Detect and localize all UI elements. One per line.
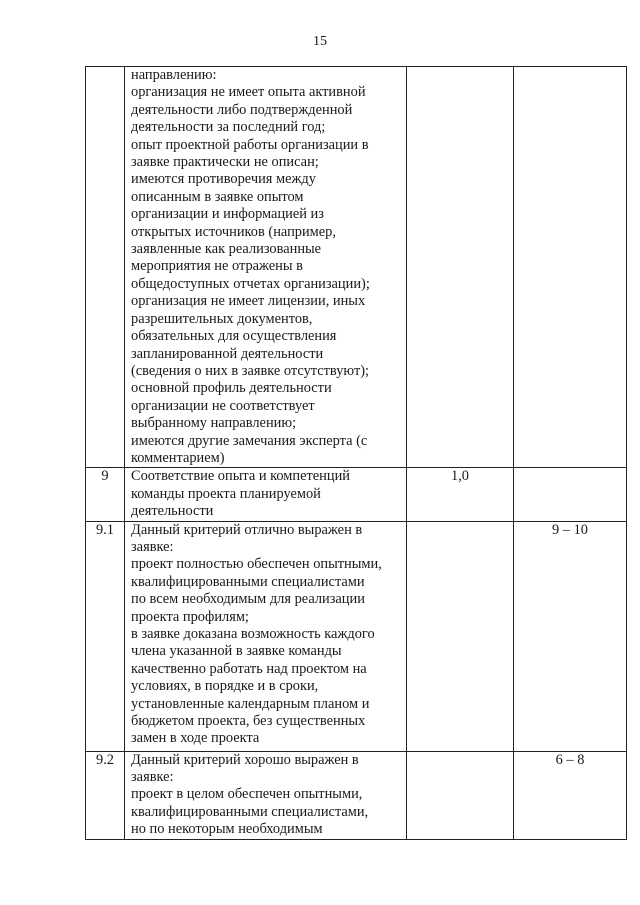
criteria-table-body [86,67,627,840]
description-line: имеются противоречия между [131,171,316,188]
criterion-row-9-2 [86,751,627,839]
description-line: деятельности либо подтвержденной [131,101,353,118]
criterion-weight [407,521,514,751]
criterion-weight [407,751,514,839]
description-line: Данный критерий хорошо выражен в [131,751,359,768]
criteria-table [85,66,627,840]
criterion-number: 9.2 [86,751,125,839]
description-line: установленные календарным планом и [131,695,370,712]
description-line: (сведения о них в заявке отсутствуют); [131,362,370,379]
description-line: мероприятия не отражены в [131,258,303,275]
description-line: заявке: [131,538,174,555]
description-line: в заявке доказана возможность каждого [131,626,375,642]
description-line: Соответствие опыта и компетенций [131,468,350,485]
description-line: организации и информацией из [131,206,324,223]
criterion-score [514,67,627,468]
description-line: организация не имеет лицензии, иных [131,293,366,310]
description-line: организации не соответствует [131,397,315,414]
description-line: деятельности за последний год; [131,119,326,136]
criterion-weight [407,67,514,468]
description-line: проекта профилям; [131,608,249,625]
description-line: деятельности [131,503,214,520]
description-line: по всем необходимым для реализации [131,591,365,608]
criterion-number: 9 [86,468,125,521]
description-line: запланированной деятельности [131,345,324,362]
criterion-row-9-1 [86,521,627,751]
criterion-description [125,521,407,751]
criterion-score: 9 – 10 [514,521,627,751]
description-line: заявке: [131,768,174,785]
description-line: условиях, в порядке и в сроки, [131,678,319,695]
criterion-score [514,468,627,521]
description-line: имеются другие замечания эксперта (с [131,432,368,449]
description-line: замен в ходе проекта [131,730,260,747]
description-line: качественно работать над проектом на [131,660,367,677]
description-line: обязательных для осуществления [131,328,337,345]
criterion-row-continued [86,67,627,468]
description-line: направлению: [131,67,217,83]
description-line: описанным в заявке опытом [131,188,304,205]
criterion-description [125,468,407,521]
description-line: заявке практически не описан; [131,154,319,171]
description-line: Данный критерий отлично выражен в [131,521,363,538]
description-line: команды проекта планируемой [131,485,321,502]
criterion-score: 6 – 8 [514,751,627,839]
criterion-number [86,67,125,468]
description-line: комментарием) [131,449,225,466]
description-line: общедоступных отчетах организации); [131,275,370,292]
description-line: проект полностью обеспечен опытными, [131,556,382,573]
description-line: квалифицированными специалистами, [131,803,369,820]
criterion-weight: 1,0 [407,468,514,521]
description-line: разрешительных документов, [131,310,313,327]
description-line: квалифицированными специалистами [131,573,365,590]
description-line: члена указанной в заявке команды [131,643,342,660]
description-line: проект в целом обеспечен опытными, [131,786,363,803]
description-line: опыт проектной работы организации в [131,136,369,153]
description-line: организация не имеет опыта активной [131,84,366,101]
description-line: открытых источников (например, [131,223,336,240]
description-line: основной профиль деятельности [131,380,332,397]
page-number: 15 [313,34,327,49]
criterion-description [125,67,407,468]
description-line: бюджетом проекта, без существенных [131,713,366,730]
criterion-row-9 [86,468,627,521]
description-line: но по некоторым необходимым [131,821,323,838]
description-line: заявленные как реализованные [131,241,322,258]
description-line: выбранному направлению; [131,415,297,432]
criterion-number: 9.1 [86,521,125,751]
criterion-description [125,751,407,839]
